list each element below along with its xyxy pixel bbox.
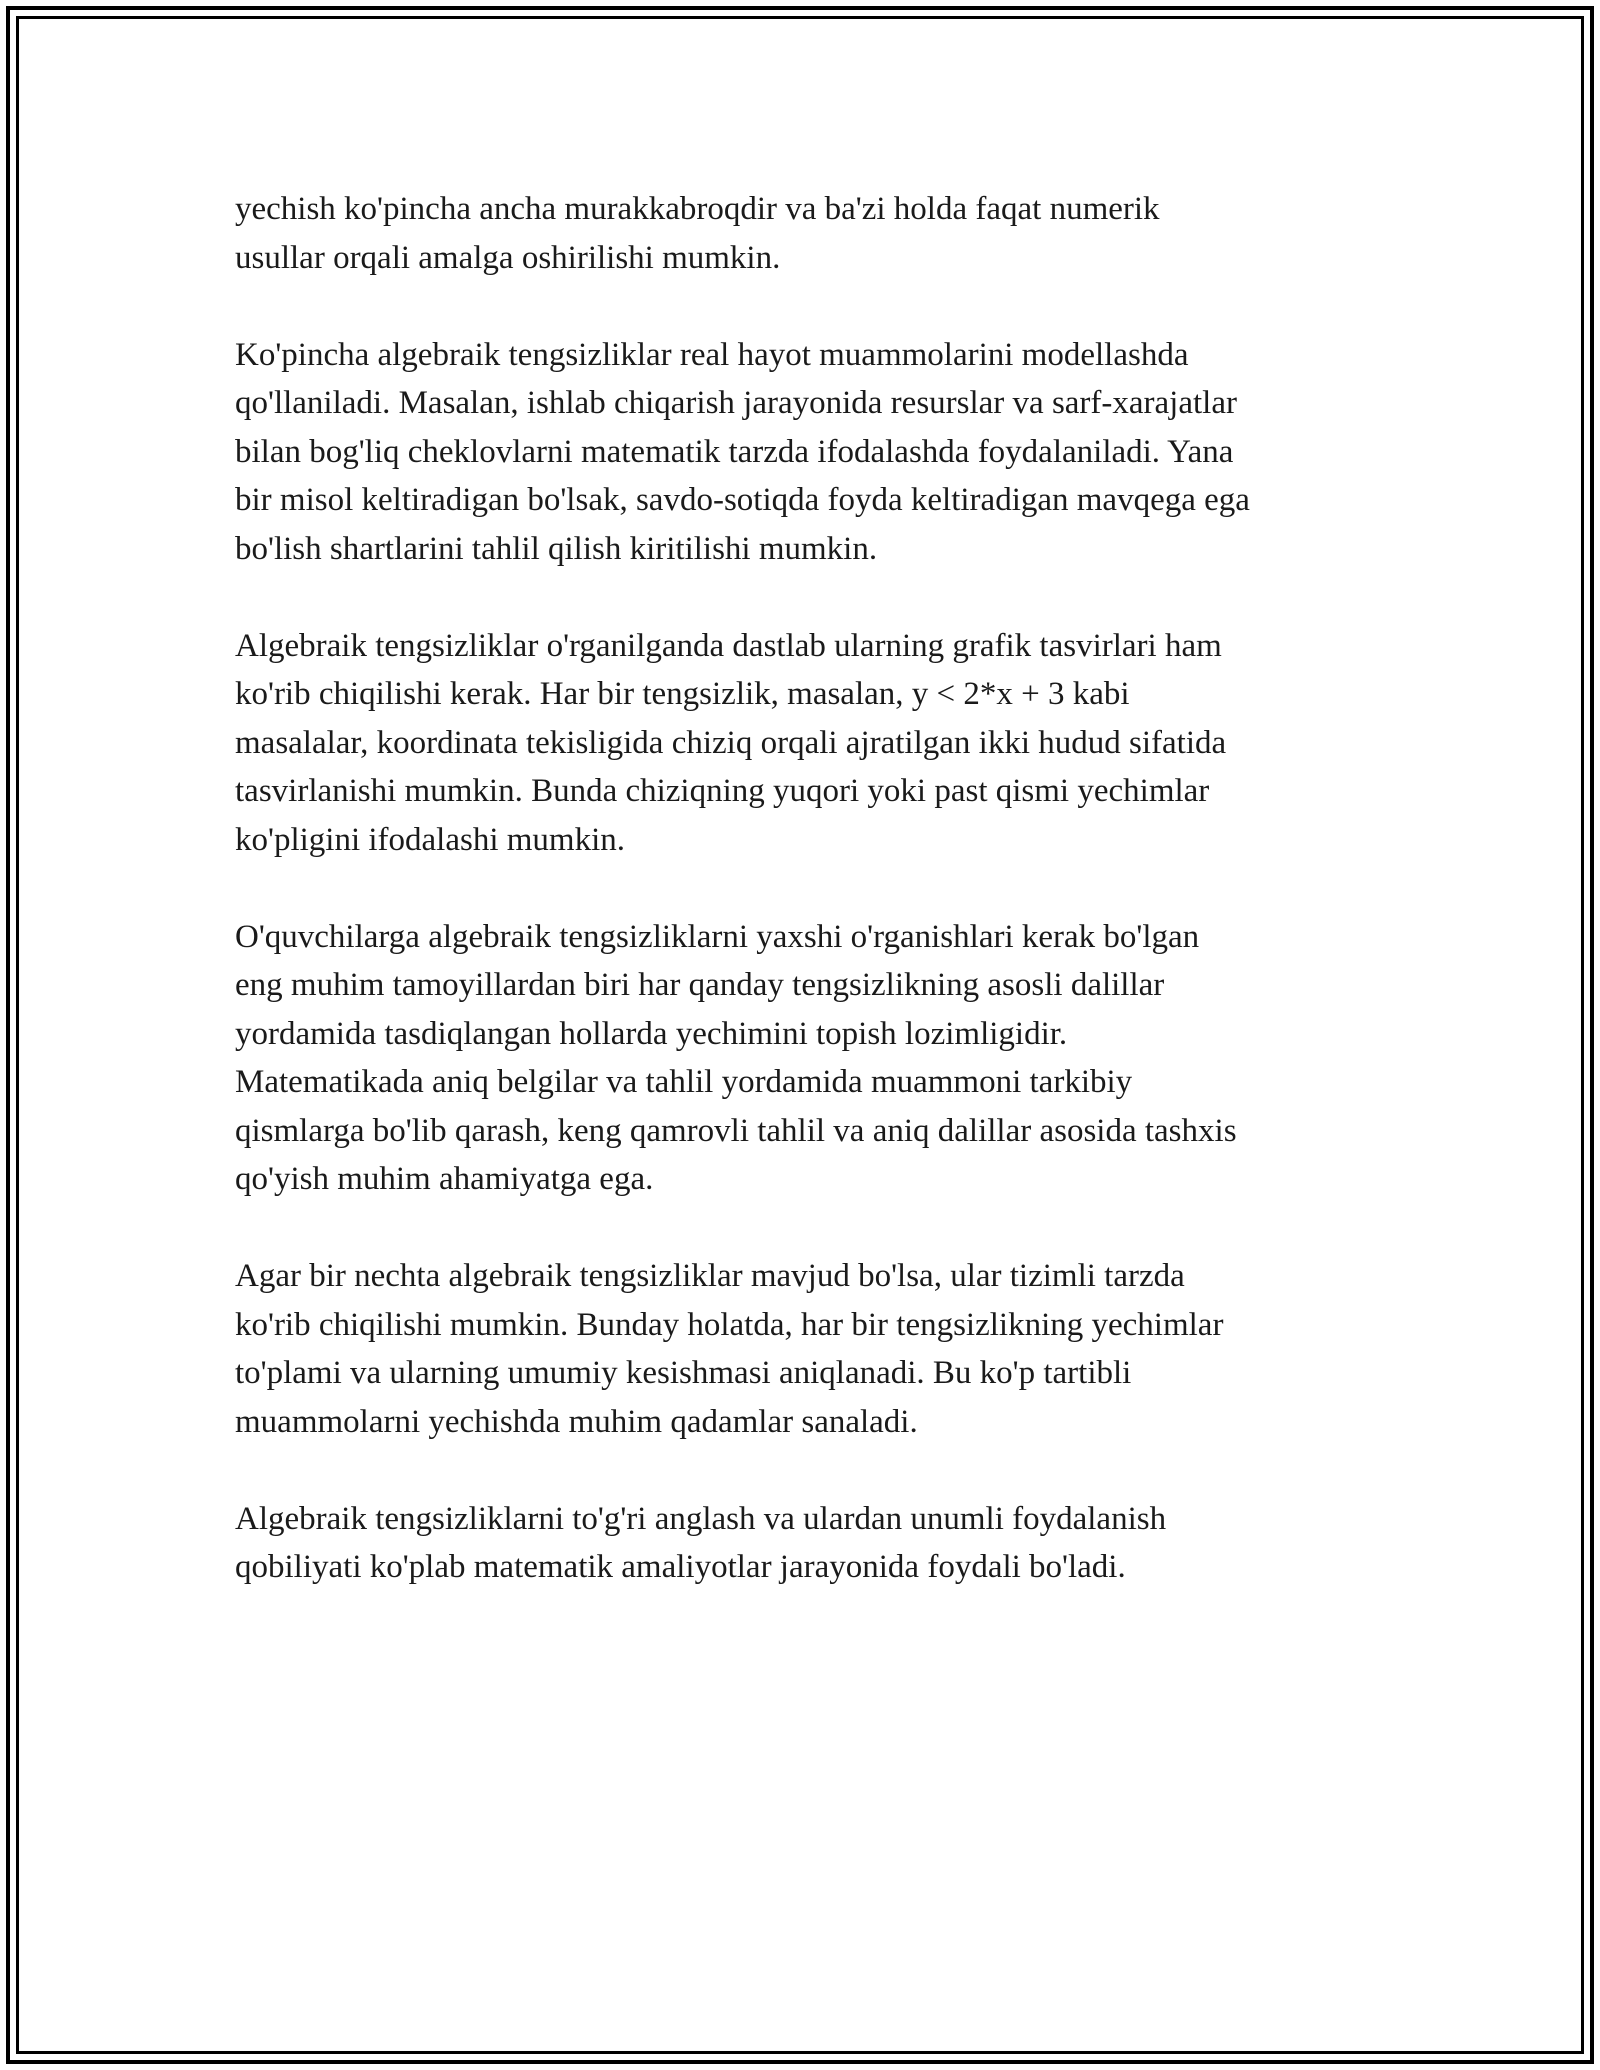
paragraph: Algebraik tengsizliklar o'rganilganda dastlab ularning grafik tasvirlari ham ko'rib chiqilishi kerak. Har bir tengsizlik, masalan, y < 2*x + 3 kabi masalalar, koordinata tekisligida chiziq orqali ajratilgan ikki hudud sifatida tasvirlanishi mumkin. Bunda chiziqning yuqori yoki past qismi yechimlar ko'pligini ifodalashi mumkin. bbox=[235, 627, 1227, 858]
paragraph: O'quvchilarga algebraik tengsizliklarni yaxshi o'rganishlari kerak bo'lgan eng muhim tamoyillardan biri har qanday tengsizlikning asosli dalillar yordamida tasdiqlangan hollarda yechimini topish lozimligidir. Matematikada aniq belgilar va tahlil yordamida muammoni tarkibiy qismlarga bo'lib qarash, keng qamrovli tahlil va aniq dalillar asosida tashxis qo'yish muhim ahamiyatga ega. bbox=[235, 918, 1237, 1197]
paragraph: Agar bir nechta algebraik tengsizliklar mavjud bo'lsa, ular tizimli tarzda ko'rib chiqilishi mumkin. Bunday holatda, har bir tengsizlikning yechimlar to'plami va ularning umumiy kesishmasi aniqlanadi. Bu ko'p tartibli muammolarni yechishda muhim qadamlar sanaladi. bbox=[235, 1258, 1224, 1440]
document-body bbox=[235, 185, 1385, 1640]
paragraph: Ko'pincha algebraik tengsizliklar real hayot muammolarini modellashda qo'llaniladi. Masalan, ishlab chiqarish jarayonida resurslar va sarf-xarajatlar bilan bog'liq cheklovlarni matematik tarzda ifodalashda foydalaniladi. Yana bir misol keltiradigan bo'lsak, savdo-sotiqda foyda keltiradigan mavqega ega bo'lish shartlarini tahlil qilish kiritilishi mumkin. bbox=[235, 336, 1250, 567]
paragraph: yechish ko'pincha ancha murakkabroqdir va ba'zi holda faqat numerik usullar orqali amalga oshirilishi mumkin. bbox=[235, 191, 1160, 276]
paragraph: Algebraik tengsizliklarni to'g'ri anglash va ulardan unumli foydalanish qobiliyati ko'plab matematik amaliyotlar jarayonida foydali bo'ladi. bbox=[235, 1500, 1167, 1585]
